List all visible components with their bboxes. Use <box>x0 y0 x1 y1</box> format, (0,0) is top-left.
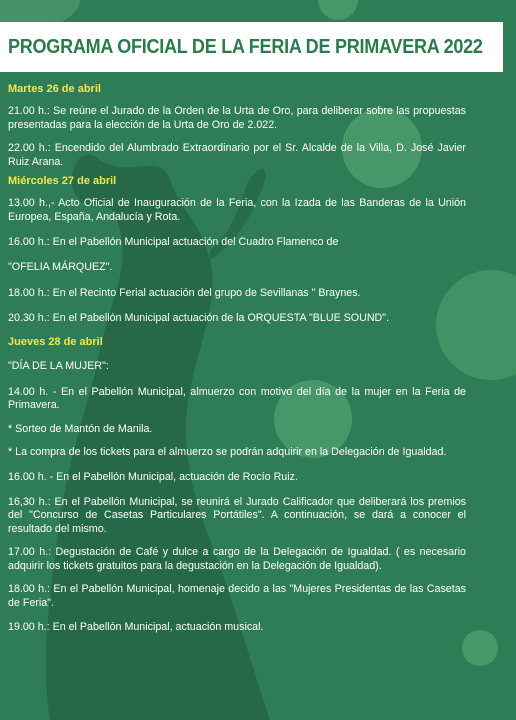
program-item: 17.00 h.: Degustación de Café y dulce a cargo de la Delegación de Igualdad. ( es necesario adquirir los tickets gratuitos para la degustación en la Delegación de Igualdad). <box>8 546 466 572</box>
program-item: 22.00 h.: Encendido del Alumbrado Extraordinario por el Sr. Alcalde de la Villa, D. José Javier Ruiz Arana. <box>8 142 466 168</box>
program-item: 18.00 h.: En el Recinto Ferial actuación del grupo de Sevillanas " Braynes. <box>8 286 361 299</box>
program-item: "DÍA DE LA MUJER": <box>8 359 109 372</box>
page-title: PROGRAMA OFICIAL DE LA FERIA DE PRIMAVERA 2022 <box>8 35 483 58</box>
program-item: 13.00 h.,- Acto Oficial de Inauguración de la Feria, con la Izada de las Banderas de la Unión Europea, España, Andalucía y Rota. <box>8 197 466 223</box>
program-item: 19.00 h.: En el Pabellón Municipal, actuación musical. <box>8 620 264 633</box>
day-heading: Martes 26 de abril <box>8 83 101 95</box>
day-heading: Jueves 28 de abril <box>8 335 103 348</box>
title-bar <box>0 22 503 72</box>
program-content <box>8 82 466 634</box>
program-item: 20.30 h.: En el Pabellón Municipal actuación de la ORQUESTA "BLUE SOUND". <box>8 312 390 325</box>
program-item: 16.00 h.: En el Pabellón Municipal actuación del Cuadro Flamenco de <box>8 235 339 248</box>
program-item: * Sorteo de Mantón de Manila. <box>8 422 153 435</box>
program-item: 21.00 h.: Se reúne el Jurado de la Orden de la Urta de Oro, para deliberar sobre las propuestas presentadas para la elección de la Urta de Oro de 2.022. <box>8 105 466 131</box>
program-item: "OFELIA MÁRQUEZ". <box>8 261 113 274</box>
decorative-circle <box>318 0 358 20</box>
program-item: 16.00 h. - En el Pabellón Municipal, actuación de Rocío Ruiz. <box>8 470 298 483</box>
program-item: 14.00 h. - En el Pabellón Municipal, almuerzo con motivo del día de la mujer en la Feria de Primavera. <box>8 385 466 412</box>
program-item: * La compra de los tickets para el almuerzo se podrán adquirir en la Delegación de Igualdad. <box>8 446 447 459</box>
decorative-circle <box>462 630 498 666</box>
program-item: 16,30 h.: En el Pabellón Municipal, se reunirá el Jurado Calificador que deliberará los premios del "Concurso de Casetas Particulares Portátiles". A continuación, se dará a conocer el resultado del mismo. <box>8 495 466 535</box>
day-heading: Miércoles 27 de abril <box>8 175 117 188</box>
program-item: 18.00 h.: En el Pabellón Municipal, homenaje decido a las "Mujeres Presidentas de las Casetas de Feria". <box>8 583 466 610</box>
